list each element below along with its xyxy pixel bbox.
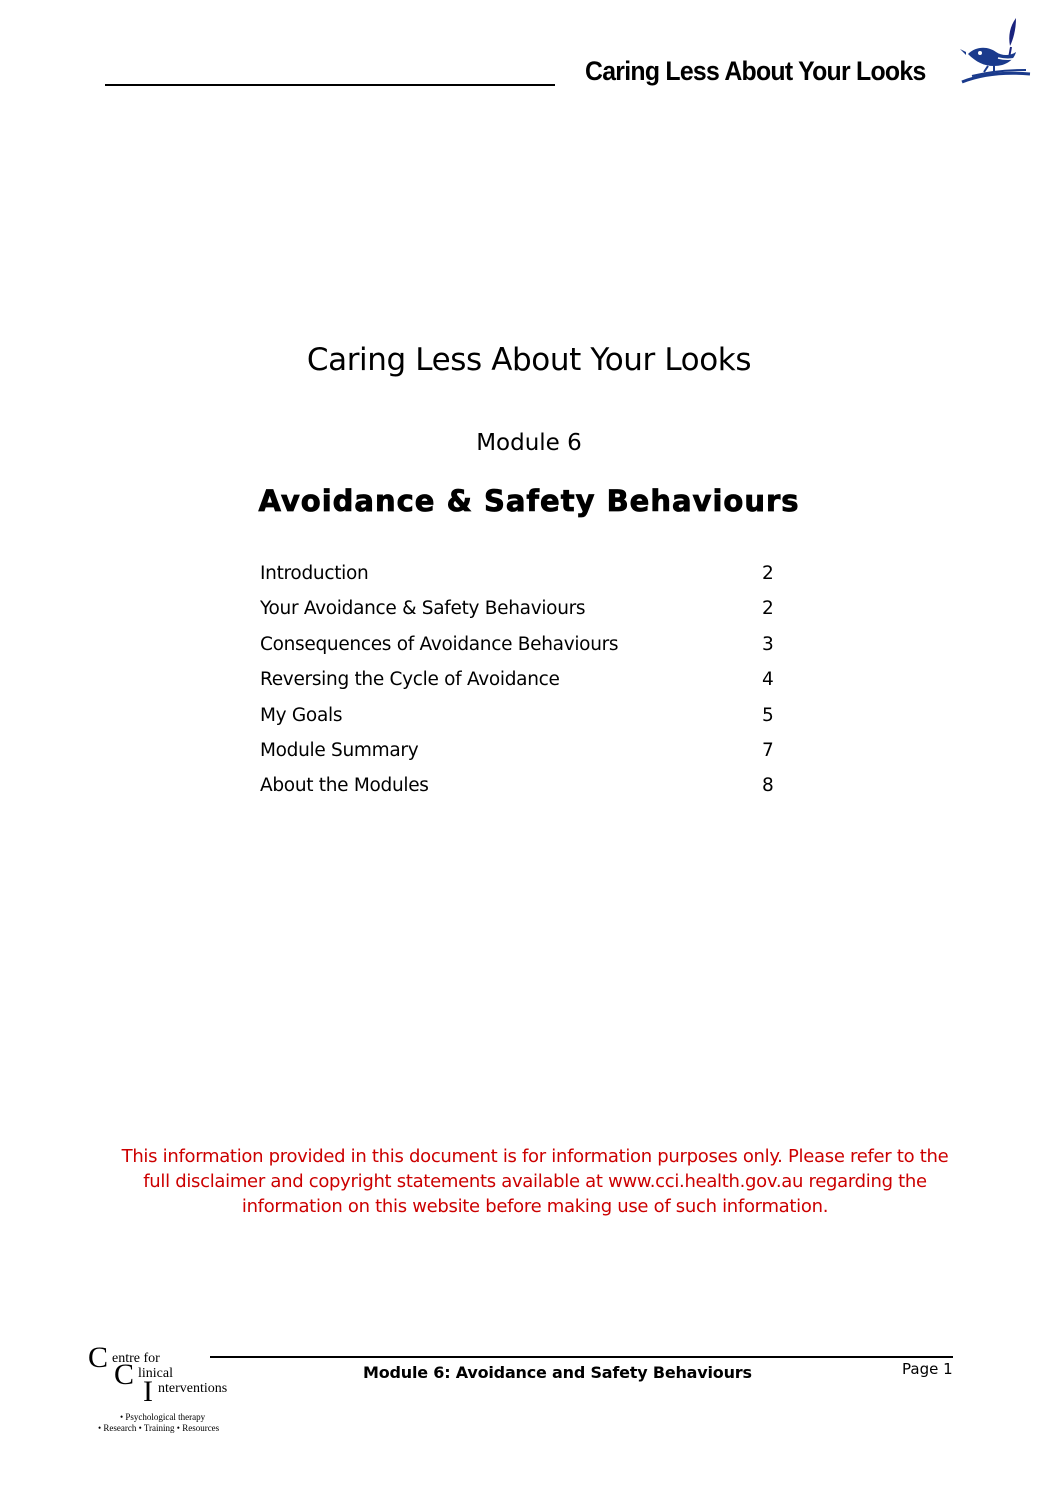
disclaimer-line: This information provided in this document is for information purposes only. Please refer to the (121, 1146, 949, 1167)
cci-logo-text: entre for (112, 1351, 160, 1366)
toc-entry-page: 8 (762, 775, 774, 797)
toc-entry-label: Reversing the Cycle of Avoidance (260, 669, 560, 691)
cci-logo-initial: C (114, 1358, 135, 1391)
bird-quill-logo-icon (958, 16, 1032, 88)
toc-entry-page: 2 (762, 563, 774, 584)
toc-entry-label: Module Summary (260, 739, 419, 761)
disclaimer-line: full disclaimer and copyright statements available at www.cci.health.gov.au regarding the (143, 1171, 927, 1192)
toc-entry[interactable] (260, 598, 776, 633)
toc-entry-page: 4 (762, 669, 774, 691)
toc-entry-page: 5 (762, 704, 774, 726)
toc-entry-label: Your Avoidance & Safety Behaviours (260, 598, 586, 620)
toc-entry[interactable] (260, 740, 776, 775)
toc-entry-page: 3 (762, 633, 774, 655)
page-number: Page 1 (902, 1360, 953, 1378)
toc-entry-label: My Goals (260, 704, 343, 726)
toc-entry-page: 7 (762, 739, 774, 761)
cci-logo-text: linical (138, 1366, 173, 1381)
toc-entry-label: Consequences of Avoidance Behaviours (260, 633, 619, 655)
cci-logo-tagline: • Research • Training • Resources (98, 1423, 220, 1433)
toc-entry-label: Introduction (260, 563, 369, 584)
footer-title: Module 6: Avoidance and Safety Behaviours (363, 1363, 752, 1382)
disclaimer-line: information on this website before making use of such information. (241, 1196, 829, 1217)
module-number: Module 6 (476, 430, 582, 456)
cci-logo-initial: C (88, 1341, 109, 1374)
disclaimer (100, 1144, 970, 1219)
toc-entry[interactable] (260, 775, 776, 810)
cci-logo-tagline: • Psychological therapy (120, 1412, 206, 1422)
cci-logo-initial: I (143, 1375, 153, 1408)
header-rule (105, 84, 555, 86)
cci-logo-text: nterventions (158, 1381, 228, 1396)
module-title: Avoidance & Safety Behaviours (258, 484, 800, 518)
toc-entry[interactable] (260, 634, 776, 669)
toc-entry-label: About the Modules (260, 775, 429, 797)
toc-entry[interactable] (260, 705, 776, 740)
document-title: Caring Less About Your Looks (306, 342, 752, 378)
footer-rule (210, 1356, 953, 1358)
header-title: Caring Less About Your Looks (585, 56, 926, 86)
toc-entry-page: 2 (762, 598, 774, 620)
table-of-contents (260, 563, 776, 811)
toc-entry[interactable] (260, 669, 776, 704)
toc-entry[interactable] (260, 563, 776, 598)
